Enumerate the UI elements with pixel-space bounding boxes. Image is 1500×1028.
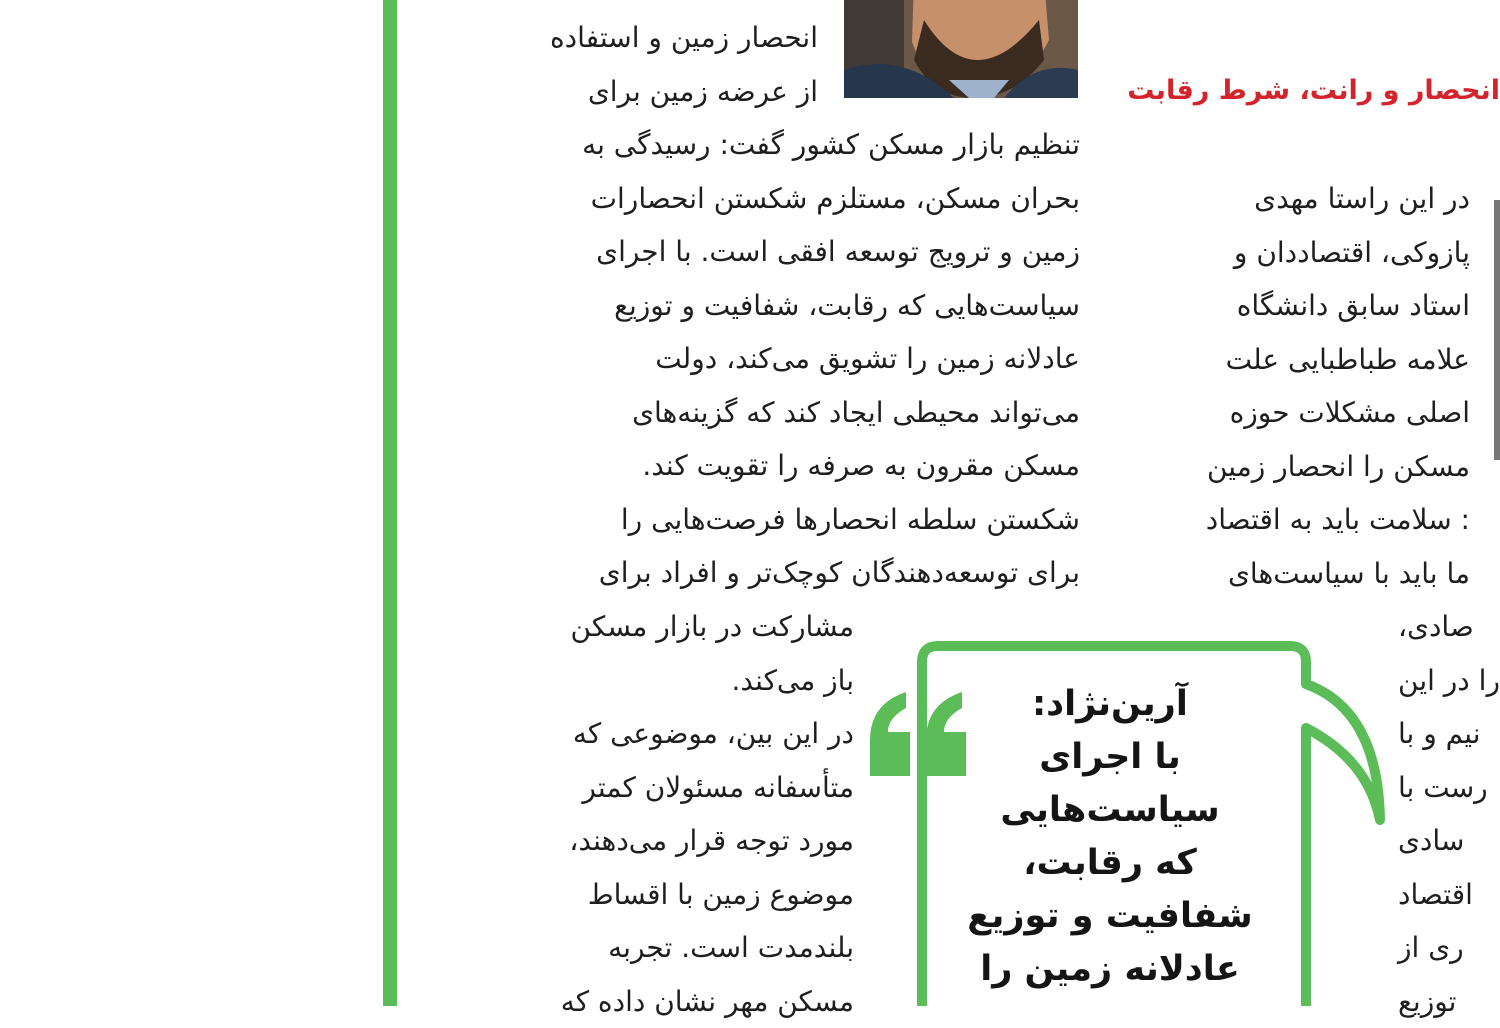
author-photo	[844, 0, 1078, 98]
text-line: اقتصاد	[1398, 868, 1500, 922]
article-column-main	[520, 118, 1080, 600]
article-column-bottom	[520, 600, 854, 1028]
text-line: : سلامت باید به اقتصاد	[1168, 493, 1470, 547]
text-line: مسکن را انحصار زمین	[1168, 440, 1470, 494]
text-line: را در این	[1398, 654, 1500, 708]
text-line: مسکن مقرون به صرفه را تقویت کند.	[520, 439, 1080, 493]
text-line: بحران مسکن، مستلزم شکستن انحصارات	[520, 172, 1080, 226]
article-column-top	[520, 11, 818, 118]
text-line: مورد توجه قرار می‌دهند،	[520, 814, 854, 868]
pull-quote-line: عادلانه زمین را	[955, 943, 1265, 996]
section-subheading	[1168, 66, 1500, 116]
text-line: عادلانه زمین را تشویق می‌کند، دولت	[520, 332, 1080, 386]
text-line: مسکن مهر نشان داده که	[520, 975, 854, 1028]
pull-quote-text	[955, 678, 1265, 996]
text-line: از عرضه زمین برای	[520, 65, 818, 119]
pull-quote-line: سیاست‌هایی	[955, 784, 1265, 837]
text-line: رست با	[1398, 761, 1500, 815]
pull-quote-line: شفافیت و توزیع	[955, 890, 1265, 943]
pull-quote-line: آرین‌نژاد:	[955, 678, 1265, 731]
text-line: صادی،	[1398, 600, 1500, 654]
text-line: در این راستا مهدی	[1168, 172, 1470, 226]
green-vertical-rule	[383, 0, 397, 1006]
article-column-right	[1168, 172, 1470, 600]
text-line: بلندمدت است. تجربه	[520, 921, 854, 975]
text-line: موضوع زمین با اقساط	[520, 868, 854, 922]
text-line: ما باید با سیاست‌های	[1168, 547, 1470, 601]
text-line: برای توسعه‌دهندگان کوچک‌تر و افراد برای	[520, 546, 1080, 600]
text-line: شکستن سلطه انحصارها فرصت‌هایی را	[520, 493, 1080, 547]
text-line: انحصار زمین و استفاده	[520, 11, 818, 65]
text-line: باز می‌کند.	[520, 654, 854, 708]
text-line: پازوکی، اقتصاددان و	[1168, 226, 1470, 280]
pull-quote-line: که رقابت،	[955, 837, 1265, 890]
text-line: زمین و ترویج توسعه افقی است. با اجرای	[520, 225, 1080, 279]
text-line: علامه طباطبایی علت	[1168, 333, 1470, 387]
text-line: می‌تواند محیطی ایجاد کند که گزینه‌های	[520, 386, 1080, 440]
text-line: اصلی مشکلات حوزه	[1168, 386, 1470, 440]
article-column-far-right	[1398, 600, 1500, 1006]
text-line: سیاست‌هایی که رقابت، شفافیت و توزیع	[520, 279, 1080, 333]
text-line: مشارکت در بازار مسکن	[520, 600, 854, 654]
text-line: توزیع	[1398, 975, 1500, 1028]
subheading-text: انحصار و رانت، شرط رقابت	[1127, 75, 1500, 106]
adjacent-image-edge	[1494, 200, 1500, 460]
text-line: تنظیم بازار مسکن کشور گفت: رسیدگی به	[520, 118, 1080, 172]
pull-quote-line: با اجرای	[955, 731, 1265, 784]
text-line: استاد سابق دانشگاه	[1168, 279, 1470, 333]
text-line: نیم و با	[1398, 707, 1500, 761]
text-line: ری از	[1398, 921, 1500, 975]
text-line: در این بین، موضوعی که	[520, 707, 854, 761]
text-line: متأسفانه مسئولان کمتر	[520, 761, 854, 815]
text-line: سادی	[1398, 814, 1500, 868]
